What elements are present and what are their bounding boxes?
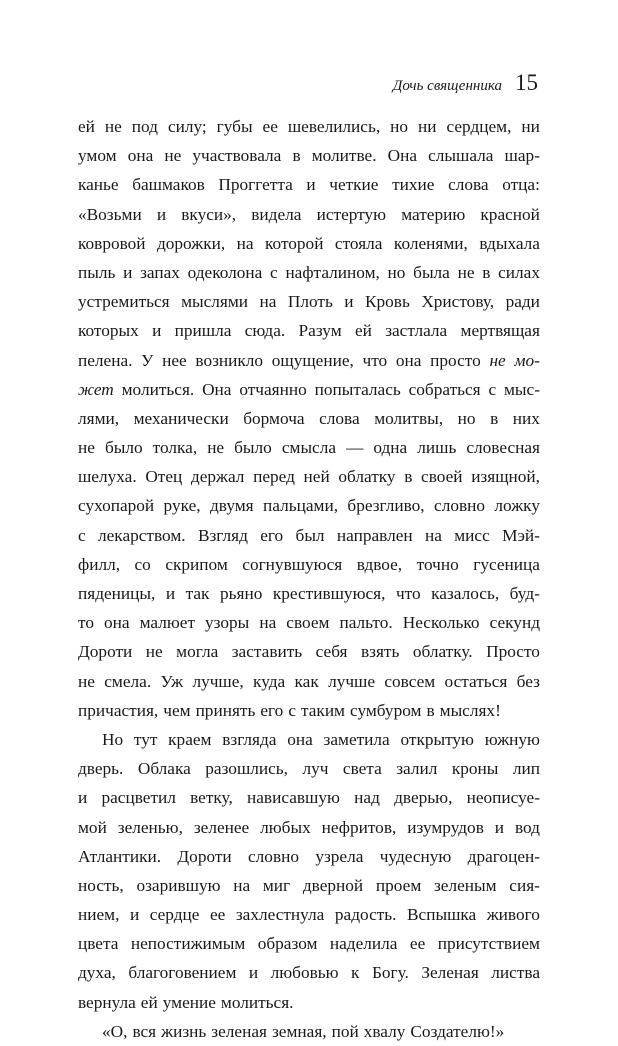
- text-line: не было толка, не было смысла — одна лишь словесная: [78, 438, 540, 458]
- text-line: цвета непостижимым образом наделила ее присутствием: [78, 934, 540, 954]
- text-line: ность, озарившую на миг дверной проем зеленым сия-: [78, 875, 540, 895]
- text-line: и расцветил ветку, нависавшую над дверью, неописуе-: [78, 788, 540, 808]
- text-line: вернула ей умение молиться.: [78, 992, 294, 1012]
- text-line: филл, со скрипом согнувшуюся вдвое, точно гусеница: [78, 554, 540, 574]
- text-line: шелуха. Отец держал перед ней облатку в своей изящной,: [78, 467, 540, 487]
- paragraph: [78, 1017, 540, 1046]
- text-line: Но тут краем взгляда она заметила открытую южную: [102, 729, 540, 749]
- text-line: не смела. Уж лучше, куда как лучше совсем остаться без: [78, 671, 540, 691]
- text-line: жет молиться. Она отчаянно попыталась собраться с мыс-: [78, 379, 540, 399]
- text-line: нием, и сердце ее захлестнула радость. Вспышка живого: [78, 905, 540, 925]
- running-title: Дочь священника: [392, 78, 502, 94]
- text-line: духа, благоговением и любовью к Богу. Зеленая листва: [78, 963, 540, 983]
- text-line: ей не под силу; губы ее шевелились, но ни сердцем, ни: [78, 117, 540, 136]
- text-line: устремиться мыслями на Плоть и Кровь Христову, ради: [78, 292, 540, 312]
- text-line: с лекарством. Взгляд его был направлен на мисс Мэй-: [78, 525, 540, 545]
- text-line: ковровой дорожки, на которой стояла коленями, вдыхала: [78, 233, 540, 253]
- paragraph: [78, 725, 540, 1017]
- text-line: канье башмаков Проггетта и четкие тихие слова отца:: [78, 175, 540, 195]
- page-number: 15: [515, 70, 538, 95]
- text-line: пыль и запах одеколона с нафталином, но была не в силах: [78, 262, 540, 282]
- running-head: [393, 70, 538, 98]
- text-line: мой зеленью, зеленее любых нефритов, изумрудов и вод: [78, 817, 540, 837]
- body-text: [78, 112, 540, 1046]
- text-line: Дороти не могла заставить себя взять облатку. Просто: [78, 642, 540, 662]
- text-line: умом она не участвовала в молитве. Она слышала шар-: [78, 146, 540, 166]
- text-line: «Возьми и вкуси», видела истертую материю красной: [78, 204, 540, 224]
- text-line: дверь. Облака разошлись, луч света залил кроны лип: [78, 759, 540, 779]
- text-line: пяденицы, и так рьяно крестившуюся, что казалось, буд-: [78, 584, 540, 603]
- text-line: которых и пришла сюда. Разум ей застлала мертвящая: [78, 321, 540, 341]
- paragraph: [78, 112, 540, 725]
- text-line: пелена. У нее возникло ощущение, что она просто не мо-: [78, 350, 540, 370]
- text-line: сухопарой руке, двумя пальцами, брезгливо, словно ложку: [78, 496, 540, 516]
- text-line: то она малюет узоры на своем пальто. Несколько секунд: [78, 613, 540, 633]
- text-line: причастия, чем принять его с таким сумбуром в мыслях!: [78, 700, 501, 720]
- text-line: лями, механически бормоча слова молитвы, но в них: [78, 408, 540, 428]
- text-line: «О, вся жизнь зеленая земная, пой хвалу Создателю!»: [102, 1021, 505, 1041]
- text-line: Атлантики. Дороти словно узрела чудесную драгоцен-: [78, 846, 540, 866]
